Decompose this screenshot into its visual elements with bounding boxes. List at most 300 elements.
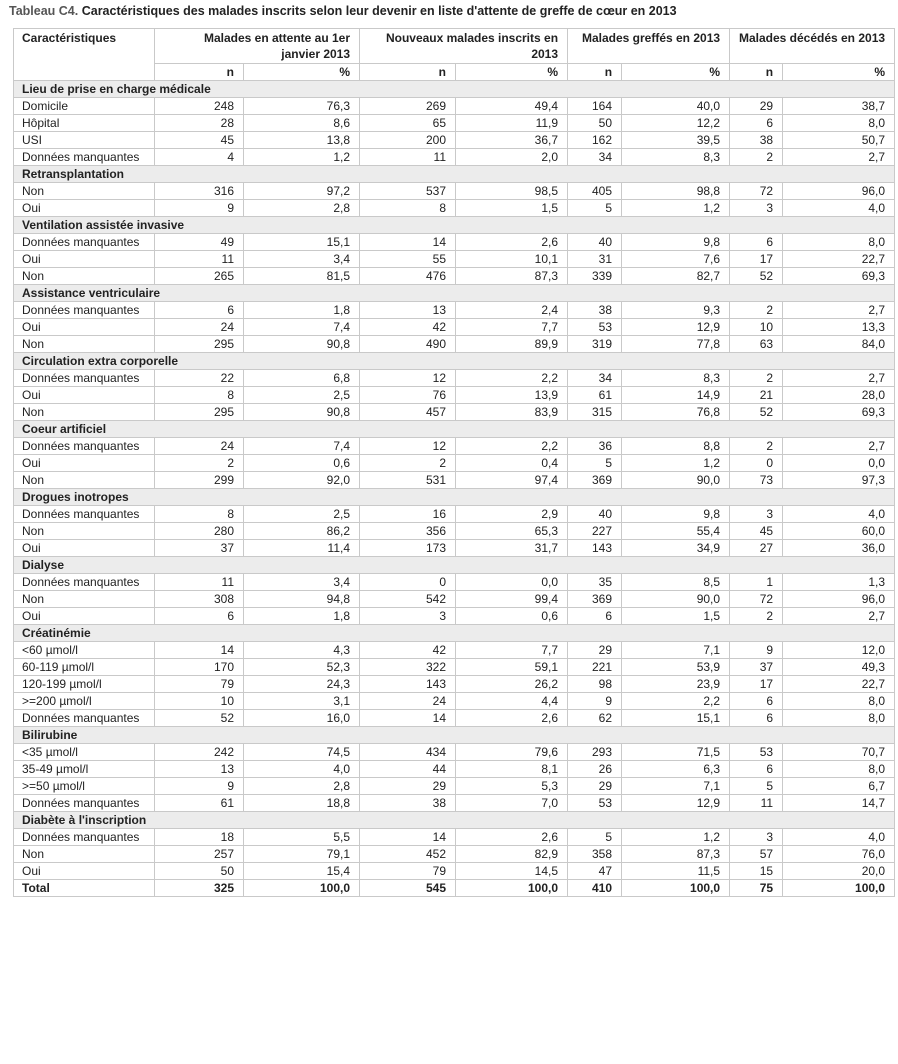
- total-label: Total: [14, 880, 155, 897]
- cell-pct: 1,2: [622, 829, 730, 846]
- cell-n: 52: [730, 404, 783, 421]
- table-row: [14, 761, 895, 778]
- cell-pct: 55,4: [622, 523, 730, 540]
- cell-n: 29: [730, 98, 783, 115]
- row-label: Oui: [14, 863, 155, 880]
- cell-n: 18: [155, 829, 244, 846]
- cell-n: 14: [155, 642, 244, 659]
- table-row: [14, 302, 895, 319]
- cell-pct: 74,5: [244, 744, 360, 761]
- cell-pct: 8,0: [783, 234, 895, 251]
- row-label: Données manquantes: [14, 370, 155, 387]
- cell-n: 10: [155, 693, 244, 710]
- cell-pct: 8,3: [622, 370, 730, 387]
- cell-pct: 5,5: [244, 829, 360, 846]
- cell-n: 9: [155, 200, 244, 217]
- cell-n: 47: [568, 863, 622, 880]
- cell-pct: 4,0: [783, 506, 895, 523]
- cell-n: 280: [155, 523, 244, 540]
- cell-n: 21: [730, 387, 783, 404]
- row-label: 60-119 µmol/l: [14, 659, 155, 676]
- cell-pct: 31,7: [456, 540, 568, 557]
- cell-pct: 98,8: [622, 183, 730, 200]
- cell-pct: 2,4: [456, 302, 568, 319]
- table-row: [14, 795, 895, 812]
- cell-n: 36: [568, 438, 622, 455]
- cell-pct: 8,3: [622, 149, 730, 166]
- subheader-pct: %: [783, 64, 895, 81]
- cell-pct: 81,5: [244, 268, 360, 285]
- cell-n: 248: [155, 98, 244, 115]
- cell-pct: 18,8: [244, 795, 360, 812]
- row-label: Non: [14, 183, 155, 200]
- cell-n: 11: [155, 251, 244, 268]
- cell-n: 358: [568, 846, 622, 863]
- cell-n: 27: [730, 540, 783, 557]
- table-row: [14, 132, 895, 149]
- cell-n: 2: [730, 608, 783, 625]
- cell-pct: 1,2: [622, 200, 730, 217]
- cell-pct: 1,8: [244, 302, 360, 319]
- cell-pct: 96,0: [783, 591, 895, 608]
- section-title: Retransplantation: [14, 166, 895, 183]
- row-label: Oui: [14, 608, 155, 625]
- cell-n: 6: [155, 608, 244, 625]
- table-row: [14, 234, 895, 251]
- cell-n: 9: [730, 642, 783, 659]
- cell-pct: 49,3: [783, 659, 895, 676]
- cell-n: 65: [360, 115, 456, 132]
- cell-n: 40: [568, 506, 622, 523]
- cell-n: 62: [568, 710, 622, 727]
- cell-pct: 90,8: [244, 404, 360, 421]
- cell-n: 8: [360, 200, 456, 217]
- row-label: Oui: [14, 387, 155, 404]
- cell-n: 9: [568, 693, 622, 710]
- row-label: <60 µmol/l: [14, 642, 155, 659]
- cell-pct: 0,4: [456, 455, 568, 472]
- cell-pct: 7,4: [244, 438, 360, 455]
- row-label: 120-199 µmol/l: [14, 676, 155, 693]
- table-row: [14, 710, 895, 727]
- row-label: Non: [14, 846, 155, 863]
- cell-n: 28: [155, 115, 244, 132]
- cell-pct: 2,2: [456, 370, 568, 387]
- cell-n: 53: [568, 319, 622, 336]
- cell-pct: 53,9: [622, 659, 730, 676]
- table-row: [14, 540, 895, 557]
- cell-pct: 50,7: [783, 132, 895, 149]
- cell-n: 37: [155, 540, 244, 557]
- cell-n: 6: [730, 693, 783, 710]
- cell-pct: 70,7: [783, 744, 895, 761]
- table-row: [14, 149, 895, 166]
- cell-n: 14: [360, 710, 456, 727]
- section-title: Dialyse: [14, 557, 895, 574]
- header-characteristics: Caractéristiques: [14, 29, 155, 81]
- table-row: [14, 608, 895, 625]
- cell-pct: 6,8: [244, 370, 360, 387]
- cell-pct: 6,3: [622, 761, 730, 778]
- cell-n: 476: [360, 268, 456, 285]
- cell-n: 5: [568, 829, 622, 846]
- cell-n: 29: [360, 778, 456, 795]
- cell-n: 11: [155, 574, 244, 591]
- cell-n: 72: [730, 591, 783, 608]
- cell-pct: 90,8: [244, 336, 360, 353]
- cell-n: 293: [568, 744, 622, 761]
- row-label: Données manquantes: [14, 795, 155, 812]
- cell-pct: 9,8: [622, 506, 730, 523]
- cell-pct: 34,9: [622, 540, 730, 557]
- cell-pct: 6,7: [783, 778, 895, 795]
- cell-pct: 87,3: [622, 846, 730, 863]
- cell-n: 6: [568, 608, 622, 625]
- table-row: [14, 642, 895, 659]
- cell-n: 38: [568, 302, 622, 319]
- cell-n: 490: [360, 336, 456, 353]
- cell-n: 8: [155, 506, 244, 523]
- cell-n: 38: [360, 795, 456, 812]
- table-body: [14, 81, 895, 897]
- section-title: Drogues inotropes: [14, 489, 895, 506]
- cell-pct: 23,9: [622, 676, 730, 693]
- cell-n: 0: [360, 574, 456, 591]
- cell-pct: 13,9: [456, 387, 568, 404]
- row-label: Oui: [14, 200, 155, 217]
- cell-n: 6: [155, 302, 244, 319]
- cell-n: 2: [155, 455, 244, 472]
- cell-n: 79: [155, 676, 244, 693]
- row-label: Non: [14, 336, 155, 353]
- cell-pct: 7,7: [456, 319, 568, 336]
- cell-n: 53: [568, 795, 622, 812]
- table-row: [14, 591, 895, 608]
- row-label: Données manquantes: [14, 829, 155, 846]
- section-header-row: [14, 489, 895, 506]
- total-row: [14, 880, 895, 897]
- cell-pct: 1,3: [783, 574, 895, 591]
- cell-n: 37: [730, 659, 783, 676]
- cell-n: 16: [360, 506, 456, 523]
- cell-n: 542: [360, 591, 456, 608]
- cell-n: 57: [730, 846, 783, 863]
- cell-pct: 77,8: [622, 336, 730, 353]
- row-label: Données manquantes: [14, 149, 155, 166]
- section-title: Circulation extra corporelle: [14, 353, 895, 370]
- cell-pct: 3,1: [244, 693, 360, 710]
- row-label: Données manquantes: [14, 234, 155, 251]
- cell-pct: 4,0: [783, 829, 895, 846]
- cell-n: 143: [568, 540, 622, 557]
- cell-pct: 69,3: [783, 268, 895, 285]
- section-header-row: [14, 353, 895, 370]
- cell-n: 76: [360, 387, 456, 404]
- cell-pct: 40,0: [622, 98, 730, 115]
- cell-n: 50: [568, 115, 622, 132]
- section-header-row: [14, 217, 895, 234]
- cell-n: 35: [568, 574, 622, 591]
- cell-n: 72: [730, 183, 783, 200]
- table-row: [14, 268, 895, 285]
- cell-n: 173: [360, 540, 456, 557]
- table-row: [14, 115, 895, 132]
- cell-n: 4: [155, 149, 244, 166]
- cell-n: 34: [568, 149, 622, 166]
- section-header-row: [14, 166, 895, 183]
- cell-n: 45: [730, 523, 783, 540]
- cell-n: 11: [730, 795, 783, 812]
- cell-pct: 52,3: [244, 659, 360, 676]
- table-row: [14, 404, 895, 421]
- section-title: Créatinémie: [14, 625, 895, 642]
- table-row: [14, 200, 895, 217]
- table-row: [14, 472, 895, 489]
- cell-n: 265: [155, 268, 244, 285]
- cell-n: 22: [155, 370, 244, 387]
- cell-n: 2: [730, 149, 783, 166]
- cell-n: 79: [360, 863, 456, 880]
- cell-pct: 0,6: [456, 608, 568, 625]
- table-row: [14, 438, 895, 455]
- total-n: 545: [360, 880, 456, 897]
- cell-n: 61: [568, 387, 622, 404]
- cell-pct: 83,9: [456, 404, 568, 421]
- table-row: [14, 506, 895, 523]
- cell-pct: 1,2: [244, 149, 360, 166]
- cell-n: 164: [568, 98, 622, 115]
- cell-pct: 39,5: [622, 132, 730, 149]
- cell-pct: 99,4: [456, 591, 568, 608]
- row-label: 35-49 µmol/l: [14, 761, 155, 778]
- header-group-new: Nouveaux malades inscrits en 2013: [360, 29, 568, 64]
- cell-pct: 20,0: [783, 863, 895, 880]
- table-row: [14, 693, 895, 710]
- cell-pct: 2,7: [783, 608, 895, 625]
- header-group-deceased: Malades décédés en 2013: [730, 29, 895, 64]
- cell-n: 2: [730, 370, 783, 387]
- cell-n: 5: [568, 200, 622, 217]
- cell-pct: 76,0: [783, 846, 895, 863]
- table-row: [14, 523, 895, 540]
- cell-n: 11: [360, 149, 456, 166]
- section-header-row: [14, 285, 895, 302]
- cell-n: 24: [155, 438, 244, 455]
- cell-pct: 13,3: [783, 319, 895, 336]
- cell-pct: 2,6: [456, 234, 568, 251]
- cell-pct: 36,0: [783, 540, 895, 557]
- cell-pct: 15,1: [244, 234, 360, 251]
- cell-n: 14: [360, 234, 456, 251]
- total-n: 325: [155, 880, 244, 897]
- table-row: [14, 659, 895, 676]
- cell-pct: 71,5: [622, 744, 730, 761]
- table-row: [14, 183, 895, 200]
- subheader-n: n: [155, 64, 244, 81]
- cell-n: 531: [360, 472, 456, 489]
- section-header-row: [14, 812, 895, 829]
- cell-n: 13: [155, 761, 244, 778]
- cell-n: 13: [360, 302, 456, 319]
- cell-n: 143: [360, 676, 456, 693]
- total-pct: 100,0: [783, 880, 895, 897]
- cell-pct: 2,9: [456, 506, 568, 523]
- cell-n: 52: [730, 268, 783, 285]
- row-label: Oui: [14, 455, 155, 472]
- cell-n: 44: [360, 761, 456, 778]
- cell-pct: 11,5: [622, 863, 730, 880]
- subheader-pct: %: [456, 64, 568, 81]
- cell-pct: 2,6: [456, 710, 568, 727]
- cell-pct: 90,0: [622, 591, 730, 608]
- cell-pct: 38,7: [783, 98, 895, 115]
- cell-pct: 79,6: [456, 744, 568, 761]
- cell-pct: 4,0: [244, 761, 360, 778]
- cell-pct: 0,0: [456, 574, 568, 591]
- cell-pct: 2,7: [783, 438, 895, 455]
- section-title: Ventilation assistée invasive: [14, 217, 895, 234]
- cell-pct: 92,0: [244, 472, 360, 489]
- cell-n: 29: [568, 642, 622, 659]
- cell-pct: 7,1: [622, 642, 730, 659]
- cell-n: 50: [155, 863, 244, 880]
- cell-pct: 9,3: [622, 302, 730, 319]
- cell-n: 24: [155, 319, 244, 336]
- section-header-row: [14, 625, 895, 642]
- cell-pct: 8,8: [622, 438, 730, 455]
- cell-pct: 0,0: [783, 455, 895, 472]
- cell-pct: 28,0: [783, 387, 895, 404]
- cell-n: 31: [568, 251, 622, 268]
- cell-n: 52: [155, 710, 244, 727]
- cell-n: 315: [568, 404, 622, 421]
- row-label: Données manquantes: [14, 574, 155, 591]
- cell-n: 356: [360, 523, 456, 540]
- cell-pct: 2,5: [244, 506, 360, 523]
- section-header-row: [14, 81, 895, 98]
- table-row: [14, 319, 895, 336]
- cell-pct: 26,2: [456, 676, 568, 693]
- cell-n: 63: [730, 336, 783, 353]
- cell-pct: 8,0: [783, 693, 895, 710]
- cell-pct: 2,7: [783, 370, 895, 387]
- cell-pct: 12,9: [622, 795, 730, 812]
- cell-pct: 59,1: [456, 659, 568, 676]
- total-n: 410: [568, 880, 622, 897]
- cell-pct: 4,4: [456, 693, 568, 710]
- table-row: [14, 863, 895, 880]
- cell-pct: 2,6: [456, 829, 568, 846]
- table-row: [14, 336, 895, 353]
- cell-pct: 2,8: [244, 200, 360, 217]
- cell-pct: 11,9: [456, 115, 568, 132]
- cell-n: 49: [155, 234, 244, 251]
- cell-pct: 65,3: [456, 523, 568, 540]
- cell-pct: 90,0: [622, 472, 730, 489]
- cell-n: 15: [730, 863, 783, 880]
- cell-pct: 8,1: [456, 761, 568, 778]
- cell-pct: 2,2: [622, 693, 730, 710]
- table-row: [14, 98, 895, 115]
- cell-pct: 8,0: [783, 761, 895, 778]
- cell-n: 200: [360, 132, 456, 149]
- cell-pct: 4,0: [783, 200, 895, 217]
- cell-pct: 10,1: [456, 251, 568, 268]
- row-label: Domicile: [14, 98, 155, 115]
- cell-pct: 3,4: [244, 251, 360, 268]
- cell-n: 221: [568, 659, 622, 676]
- cell-pct: 2,5: [244, 387, 360, 404]
- cell-pct: 7,7: [456, 642, 568, 659]
- cell-pct: 76,3: [244, 98, 360, 115]
- cell-pct: 14,7: [783, 795, 895, 812]
- cell-n: 2: [730, 438, 783, 455]
- cell-pct: 7,6: [622, 251, 730, 268]
- cell-pct: 7,0: [456, 795, 568, 812]
- cell-n: 40: [568, 234, 622, 251]
- row-label: >=200 µmol/l: [14, 693, 155, 710]
- cell-pct: 9,8: [622, 234, 730, 251]
- total-pct: 100,0: [244, 880, 360, 897]
- cell-n: 17: [730, 676, 783, 693]
- cell-n: 42: [360, 642, 456, 659]
- cell-n: 12: [360, 370, 456, 387]
- cell-pct: 12,9: [622, 319, 730, 336]
- cell-pct: 1,8: [244, 608, 360, 625]
- cell-pct: 16,0: [244, 710, 360, 727]
- cell-n: 227: [568, 523, 622, 540]
- cell-n: 434: [360, 744, 456, 761]
- cell-pct: 8,6: [244, 115, 360, 132]
- cell-n: 405: [568, 183, 622, 200]
- table-row: [14, 744, 895, 761]
- cell-n: 457: [360, 404, 456, 421]
- cell-n: 242: [155, 744, 244, 761]
- cell-pct: 7,4: [244, 319, 360, 336]
- cell-pct: 2,8: [244, 778, 360, 795]
- cell-n: 295: [155, 404, 244, 421]
- cell-n: 8: [155, 387, 244, 404]
- cell-n: 14: [360, 829, 456, 846]
- cell-n: 3: [730, 829, 783, 846]
- cell-pct: 12,2: [622, 115, 730, 132]
- subheader-pct: %: [622, 64, 730, 81]
- cell-pct: 24,3: [244, 676, 360, 693]
- cell-n: 319: [568, 336, 622, 353]
- cell-pct: 3,4: [244, 574, 360, 591]
- cell-pct: 2,2: [456, 438, 568, 455]
- cell-n: 9: [155, 778, 244, 795]
- row-label: Non: [14, 591, 155, 608]
- cell-pct: 86,2: [244, 523, 360, 540]
- total-n: 75: [730, 880, 783, 897]
- cell-pct: 82,9: [456, 846, 568, 863]
- cell-n: 73: [730, 472, 783, 489]
- table-row: [14, 676, 895, 693]
- total-pct: 100,0: [456, 880, 568, 897]
- cell-pct: 15,4: [244, 863, 360, 880]
- cell-pct: 1,2: [622, 455, 730, 472]
- cell-pct: 94,8: [244, 591, 360, 608]
- cell-n: 162: [568, 132, 622, 149]
- cell-pct: 8,0: [783, 710, 895, 727]
- cell-n: 339: [568, 268, 622, 285]
- cell-n: 3: [360, 608, 456, 625]
- section-title: Diabète à l'inscription: [14, 812, 895, 829]
- subheader-n: n: [730, 64, 783, 81]
- table-row: [14, 829, 895, 846]
- section-title: Assistance ventriculaire: [14, 285, 895, 302]
